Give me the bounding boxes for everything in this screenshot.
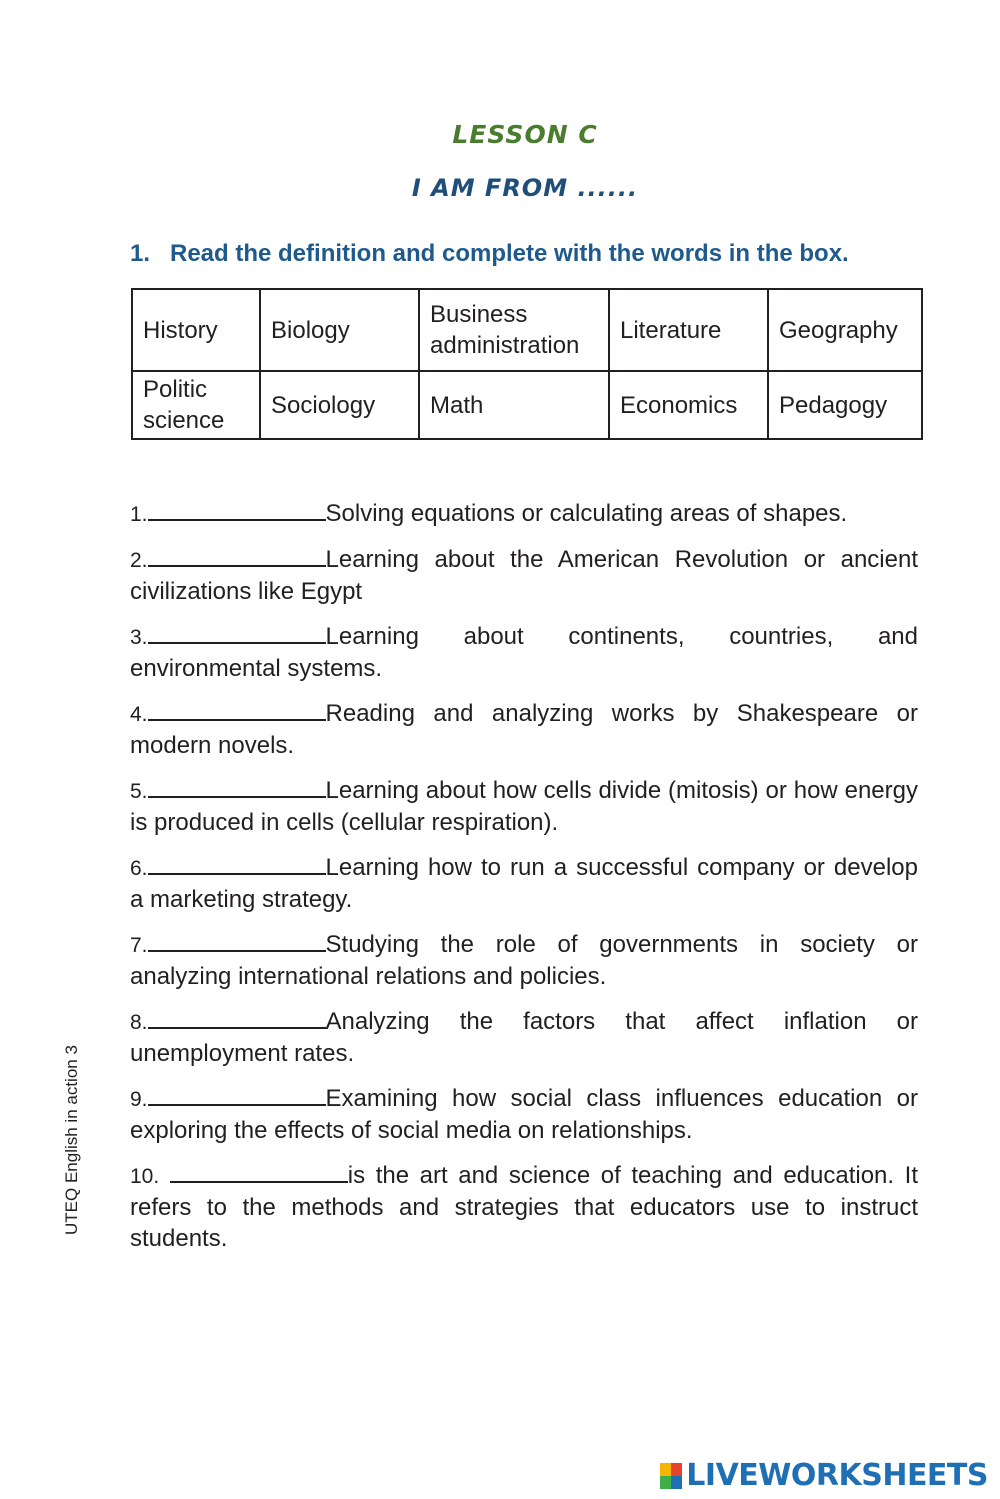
- word-box-cell: History: [132, 289, 260, 371]
- answer-blank[interactable]: [148, 928, 326, 952]
- question-list: [130, 497, 918, 1267]
- question-text: Learning about continents, countries, and environmental systems.: [130, 623, 918, 682]
- word-box-cell: Politic science: [132, 371, 260, 439]
- question-text: Examining how social class influences education or exploring the effects of social media on relationships.: [130, 1085, 918, 1144]
- question-item: [130, 928, 918, 992]
- question-item: [130, 497, 918, 530]
- exercise-instruction: [130, 240, 930, 268]
- answer-blank[interactable]: [148, 543, 326, 567]
- question-item: [130, 543, 918, 607]
- question-item: [130, 697, 918, 761]
- question-number: 9.: [130, 1088, 148, 1111]
- lesson-subtitle: I AM FROM ......: [411, 174, 639, 202]
- liveworksheets-logo-icon: [660, 1463, 682, 1489]
- word-box-cell: Business administration: [419, 289, 609, 371]
- question-text: Analyzing the factors that affect inflation or unemployment rates.: [130, 1008, 918, 1067]
- question-text: Learning how to run a successful company or develop a marketing strategy.: [130, 854, 918, 913]
- word-box-cell: Pedagogy: [768, 371, 922, 439]
- word-box-cell: Geography: [768, 289, 922, 371]
- answer-blank[interactable]: [148, 620, 326, 644]
- exercise-instruction-text: Read the definition and complete with the words in the box.: [170, 240, 849, 267]
- question-item: [130, 1082, 918, 1146]
- side-label: UTEQ English in action 3: [62, 1045, 81, 1235]
- question-text: Learning about the American Revolution or ancient civilizations like Egypt: [130, 546, 918, 605]
- answer-blank[interactable]: [148, 1082, 326, 1106]
- word-box-row: [132, 289, 922, 371]
- liveworksheets-logo: [660, 1458, 988, 1493]
- lesson-title: LESSON C: [452, 120, 598, 149]
- question-text: is the art and science of teaching and education. It refers to the methods and strategies that educators use to instruct students.: [130, 1162, 918, 1252]
- question-number: 8.: [130, 1011, 148, 1034]
- question-number: 3.: [130, 626, 148, 649]
- word-box-cell: Biology: [260, 289, 419, 371]
- question-item: [130, 1159, 918, 1254]
- word-box-cell: Math: [419, 371, 609, 439]
- exercise-number: 1.: [130, 240, 151, 267]
- answer-blank[interactable]: [148, 497, 326, 521]
- question-number: 6.: [130, 857, 148, 880]
- word-box-cell: Sociology: [260, 371, 419, 439]
- question-number: 10.: [130, 1165, 160, 1188]
- answer-blank[interactable]: [148, 774, 326, 798]
- answer-blank[interactable]: [148, 1005, 326, 1029]
- question-number: 2.: [130, 549, 148, 572]
- question-number: 7.: [130, 934, 148, 957]
- question-item: [130, 774, 918, 838]
- answer-blank[interactable]: [148, 697, 326, 721]
- word-box-row: [132, 371, 922, 439]
- question-number: 4.: [130, 703, 148, 726]
- question-number: 1.: [130, 503, 148, 526]
- question-text: Studying the role of governments in society or analyzing international relations and policies.: [130, 931, 918, 990]
- word-box-cell: Economics: [609, 371, 768, 439]
- question-text: Solving equations or calculating areas of shapes.: [325, 500, 848, 527]
- word-box-cell: Literature: [609, 289, 768, 371]
- word-box: [131, 288, 923, 440]
- question-number: 5.: [130, 780, 148, 803]
- answer-blank[interactable]: [170, 1159, 348, 1183]
- question-text: Reading and analyzing works by Shakespeare or modern novels.: [130, 700, 918, 759]
- question-item: [130, 1005, 918, 1069]
- liveworksheets-logo-text: LIVEWORKSHEETS: [686, 1458, 988, 1493]
- question-text: Learning about how cells divide (mitosis) or how energy is produced in cells (cellular respiration).: [130, 777, 918, 836]
- answer-blank[interactable]: [148, 851, 326, 875]
- question-item: [130, 620, 918, 684]
- question-item: [130, 851, 918, 915]
